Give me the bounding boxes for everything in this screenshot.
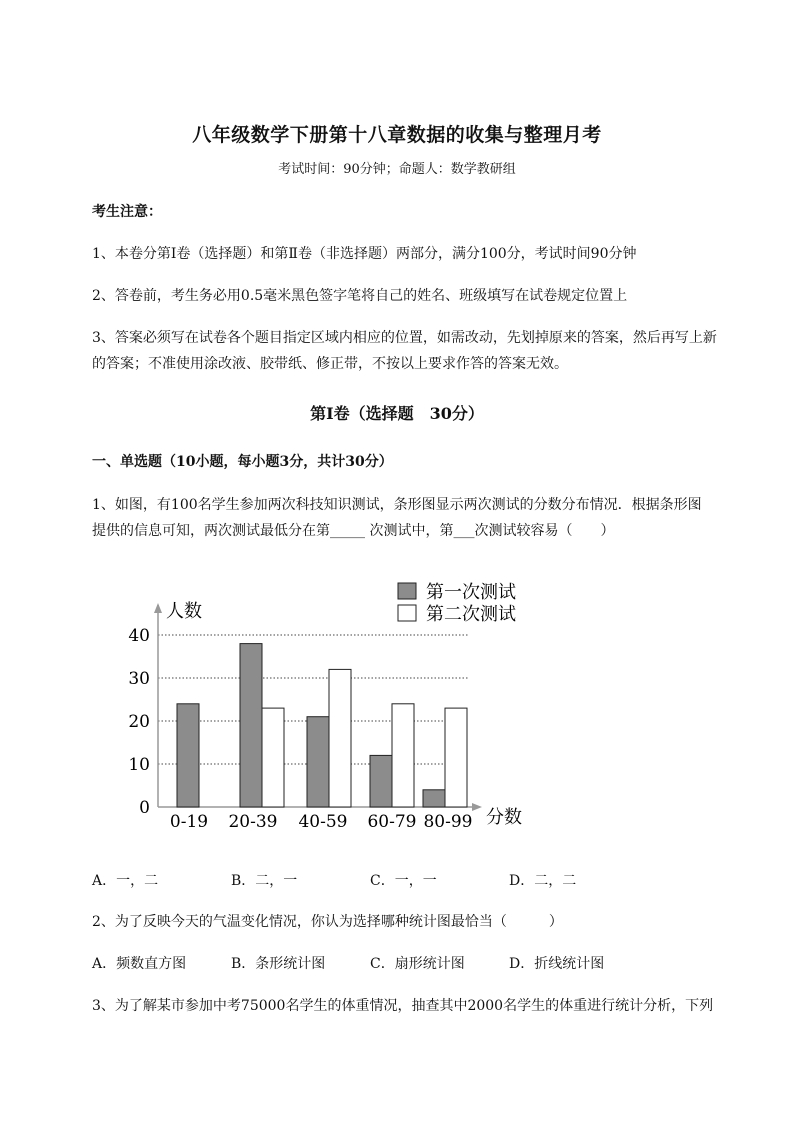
- bar-first-20-39: [240, 644, 262, 807]
- bar-first-40-59: [307, 717, 329, 807]
- x-axis-label: 分数: [486, 807, 522, 828]
- section-title: 第I卷（选择题 30分）: [310, 404, 484, 423]
- legend-label-1: 第一次测试: [426, 582, 516, 603]
- x-tick-label-20-39: 20-39: [228, 812, 278, 832]
- bar-second-40-59: [329, 669, 351, 807]
- legend-swatch-1: [398, 583, 416, 599]
- q2-option-c[interactable]: C．扇形统计图: [370, 956, 465, 972]
- y-axis-label: 人数: [166, 601, 202, 622]
- part-heading: 一、单选题（10小题，每小题3分，共计30分）: [92, 454, 393, 470]
- x-tick-label-60-79: 60-79: [367, 812, 417, 832]
- x-tick-label-80-99: 80-99: [423, 812, 473, 832]
- y-tick-label-3: 30: [128, 669, 150, 689]
- legend-label-2: 第二次测试: [426, 604, 516, 625]
- exam-info: 考试时间：90分钟；命题人：数学教研组: [278, 162, 516, 177]
- q1-option-a[interactable]: A．一，二: [92, 873, 159, 889]
- notice-item-2: 2、答卷前，考生务必用0.5毫米黑色签字笔将自己的姓名、班级填写在试卷规定位置上: [92, 288, 628, 304]
- notice-item-1: 1、本卷分第I卷（选择题）和第Ⅱ卷（非选择题）两部分，满分100分，考试时间90分钟: [92, 246, 637, 262]
- notice-heading: 考生注意：: [92, 204, 162, 220]
- question-2: 2、为了反映今天的气温变化情况，你认为选择哪种统计图最恰当（ ）: [92, 914, 563, 930]
- y-tick-label-2: 20: [128, 712, 150, 732]
- legend-swatch-2: [398, 605, 416, 621]
- notice-item-3-line2: 的答案；不准使用涂改液、胶带纸、修正带，不按以上要求作答的答案无效。: [92, 356, 568, 372]
- q2-option-a[interactable]: A．频数直方图: [92, 956, 187, 972]
- q2-option-b[interactable]: B．条形统计图: [231, 956, 326, 972]
- bar-first-80-99: [423, 790, 445, 807]
- bar-second-80-99: [445, 708, 467, 807]
- bar-first-60-79: [370, 755, 392, 807]
- q1-option-c[interactable]: C．一，一: [370, 873, 437, 889]
- notice-item-3-line1: 3、答案必须写在试卷各个题目指定区域内相应的位置，如需改动，先划掉原来的答案，然后再写上新: [92, 330, 717, 346]
- q1-option-d[interactable]: D．二，二: [509, 873, 577, 889]
- q2-option-d[interactable]: D．折线统计图: [509, 956, 605, 972]
- bar-first-0-19: [177, 704, 199, 807]
- y-tick-label-1: 10: [128, 755, 150, 775]
- y-tick-label-0: 0: [139, 798, 150, 818]
- x-tick-label-40-59: 40-59: [298, 812, 348, 832]
- x-tick-label-0-19: 0-19: [169, 812, 209, 832]
- page-title: 八年级数学下册第十八章数据的收集与整理月考: [192, 124, 602, 146]
- question-3: 3、为了解某市参加中考75000名学生的体重情况，抽查其中2000名学生的体重进行统计分析，下列: [92, 998, 714, 1014]
- y-axis-arrow: [154, 603, 162, 613]
- bar-second-20-39: [262, 708, 284, 807]
- q1-option-b[interactable]: B．二，一: [231, 873, 298, 889]
- bar-second-60-79: [392, 704, 414, 807]
- question-1-line2: 提供的信息可知，两次测试最低分在第_____ 次测试中，第___次测试较容易（ ）: [92, 523, 615, 539]
- bar-chart: [0, 560, 794, 840]
- x-axis-arrow: [472, 803, 482, 811]
- question-1-line1: 1、如图，有100名学生参加两次科技知识测试，条形图显示两次测试的分数分布情况．根据条形图: [92, 497, 702, 513]
- y-tick-label-4: 40: [128, 626, 150, 646]
